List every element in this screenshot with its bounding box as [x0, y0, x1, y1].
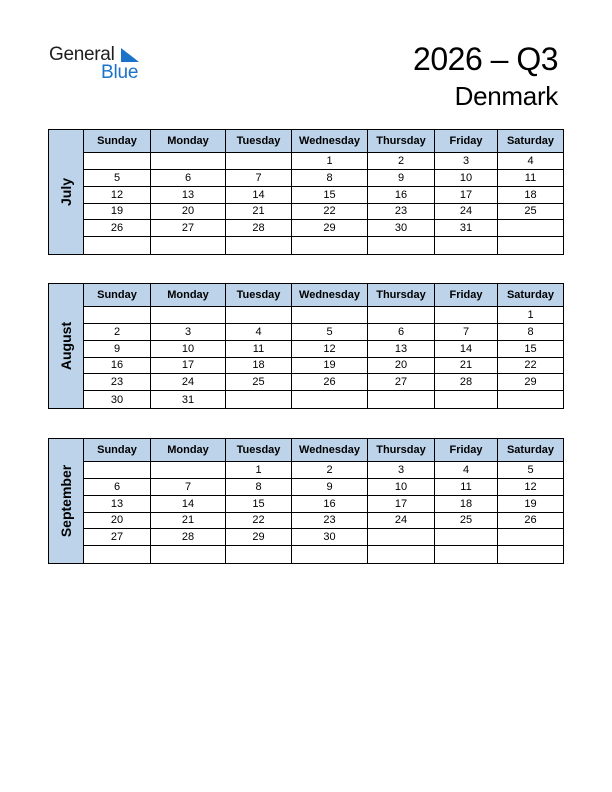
day-cell: 8: [498, 324, 563, 341]
logo-word-general: General: [49, 44, 115, 65]
day-cell: 23: [292, 513, 368, 530]
day-cell: 4: [498, 153, 563, 170]
day-cell: 16: [292, 496, 368, 513]
day-cell: 3: [151, 324, 226, 341]
day-cell: [498, 391, 563, 408]
day-cell: 9: [368, 170, 435, 187]
day-cell: [151, 237, 226, 254]
day-cell: [84, 153, 151, 170]
weekday-header-thursday: Thursday: [368, 439, 435, 462]
day-cell: 25: [498, 204, 563, 221]
day-cell: 30: [292, 529, 368, 546]
day-cell: [292, 546, 368, 563]
day-cell: 14: [151, 496, 226, 513]
day-cell: [226, 153, 292, 170]
day-cell: 7: [435, 324, 498, 341]
page-title: 2026 – Q3: [413, 41, 558, 77]
generalblue-logo: [49, 44, 149, 84]
day-cell: 27: [368, 374, 435, 391]
logo-word-blue: Blue: [101, 62, 139, 83]
weekday-header-monday: Monday: [151, 439, 226, 462]
day-cell: 19: [498, 496, 563, 513]
day-cell: 18: [498, 187, 563, 204]
day-cell: [84, 307, 151, 324]
day-cell: 28: [151, 529, 226, 546]
weekday-header-monday: Monday: [151, 130, 226, 153]
day-cell: 23: [84, 374, 151, 391]
day-cell: [151, 546, 226, 563]
day-cell: 10: [435, 170, 498, 187]
day-cell: 28: [435, 374, 498, 391]
day-cell: [226, 546, 292, 563]
day-cell: 11: [226, 341, 292, 358]
day-cell: 12: [498, 479, 563, 496]
day-cell: 16: [84, 358, 151, 375]
day-cell: 15: [292, 187, 368, 204]
day-cell: 24: [435, 204, 498, 221]
day-cell: 4: [435, 462, 498, 479]
day-cell: 30: [84, 391, 151, 408]
day-cell: 23: [368, 204, 435, 221]
day-cell: 5: [84, 170, 151, 187]
day-cell: 14: [435, 341, 498, 358]
day-cell: 13: [368, 341, 435, 358]
day-cell: 7: [226, 170, 292, 187]
day-cell: [292, 391, 368, 408]
day-cell: 12: [84, 187, 151, 204]
weekday-header-wednesday: Wednesday: [292, 284, 368, 307]
day-cell: 9: [292, 479, 368, 496]
day-cell: 30: [368, 220, 435, 237]
day-cell: 25: [226, 374, 292, 391]
month-calendar-july: [48, 129, 564, 255]
month-label-panel: [49, 284, 84, 408]
day-cell: [435, 237, 498, 254]
day-cell: [226, 307, 292, 324]
month-label-panel: [49, 130, 84, 254]
month-calendar-august: [48, 283, 564, 409]
day-cell: [368, 546, 435, 563]
day-cell: 4: [226, 324, 292, 341]
day-cell: 19: [292, 358, 368, 375]
month-label-panel: [49, 439, 84, 563]
day-cell: 18: [435, 496, 498, 513]
day-cell: 25: [435, 513, 498, 530]
month-name: September: [58, 464, 74, 538]
day-cell: 17: [435, 187, 498, 204]
day-cell: 31: [151, 391, 226, 408]
day-cell: 11: [498, 170, 563, 187]
day-cell: 5: [498, 462, 563, 479]
day-cell: [435, 391, 498, 408]
day-cell: 2: [84, 324, 151, 341]
day-cell: 3: [368, 462, 435, 479]
day-cell: [368, 391, 435, 408]
weekday-header-thursday: Thursday: [368, 130, 435, 153]
day-cell: [368, 237, 435, 254]
day-cell: [84, 237, 151, 254]
day-cell: 13: [151, 187, 226, 204]
day-cell: [226, 391, 292, 408]
month-name: July: [58, 177, 74, 207]
weekday-header-wednesday: Wednesday: [292, 439, 368, 462]
day-cell: [435, 529, 498, 546]
day-cell: 9: [84, 341, 151, 358]
day-cell: 20: [151, 204, 226, 221]
month-name: August: [58, 321, 74, 371]
weekday-header-saturday: Saturday: [498, 284, 563, 307]
day-cell: 22: [226, 513, 292, 530]
day-cell: 1: [292, 153, 368, 170]
day-cell: [368, 307, 435, 324]
day-cell: 20: [84, 513, 151, 530]
day-cell: 2: [292, 462, 368, 479]
day-cell: [498, 220, 563, 237]
day-cell: 10: [368, 479, 435, 496]
day-cell: 6: [368, 324, 435, 341]
day-cell: 18: [226, 358, 292, 375]
day-cell: [498, 237, 563, 254]
month-calendar-september: [48, 438, 564, 564]
day-cell: 26: [84, 220, 151, 237]
day-cell: 17: [368, 496, 435, 513]
day-cell: 17: [151, 358, 226, 375]
day-cell: [151, 307, 226, 324]
weekday-header-sunday: Sunday: [84, 130, 151, 153]
day-cell: 21: [151, 513, 226, 530]
day-cell: 28: [226, 220, 292, 237]
day-cell: 13: [84, 496, 151, 513]
day-cell: [84, 546, 151, 563]
weekday-header-sunday: Sunday: [84, 284, 151, 307]
weekday-header-tuesday: Tuesday: [226, 130, 292, 153]
day-cell: 2: [368, 153, 435, 170]
day-cell: 8: [292, 170, 368, 187]
day-cell: 3: [435, 153, 498, 170]
weekday-header-friday: Friday: [435, 130, 498, 153]
day-cell: [368, 529, 435, 546]
day-cell: 1: [498, 307, 563, 324]
weekday-header-thursday: Thursday: [368, 284, 435, 307]
day-cell: 29: [292, 220, 368, 237]
day-cell: 29: [498, 374, 563, 391]
day-cell: [498, 546, 563, 563]
day-cell: 16: [368, 187, 435, 204]
day-cell: [435, 307, 498, 324]
day-cell: 6: [84, 479, 151, 496]
weekday-header-wednesday: Wednesday: [292, 130, 368, 153]
day-cell: 26: [498, 513, 563, 530]
day-cell: 22: [498, 358, 563, 375]
day-cell: 15: [498, 341, 563, 358]
weekday-header-friday: Friday: [435, 284, 498, 307]
country-name: Denmark: [454, 81, 558, 111]
day-cell: 7: [151, 479, 226, 496]
day-cell: 29: [226, 529, 292, 546]
month-grid: [84, 439, 563, 563]
weekday-header-saturday: Saturday: [498, 130, 563, 153]
day-cell: [292, 237, 368, 254]
day-cell: 5: [292, 324, 368, 341]
day-cell: 10: [151, 341, 226, 358]
day-cell: [435, 546, 498, 563]
day-cell: 12: [292, 341, 368, 358]
day-cell: 15: [226, 496, 292, 513]
day-cell: 21: [226, 204, 292, 221]
day-cell: 22: [292, 204, 368, 221]
month-grid: [84, 130, 563, 254]
day-cell: 24: [151, 374, 226, 391]
weekday-header-friday: Friday: [435, 439, 498, 462]
day-cell: [84, 462, 151, 479]
day-cell: 11: [435, 479, 498, 496]
day-cell: 1: [226, 462, 292, 479]
day-cell: 24: [368, 513, 435, 530]
weekday-header-sunday: Sunday: [84, 439, 151, 462]
day-cell: 14: [226, 187, 292, 204]
day-cell: 20: [368, 358, 435, 375]
day-cell: 21: [435, 358, 498, 375]
day-cell: 8: [226, 479, 292, 496]
weekday-header-tuesday: Tuesday: [226, 284, 292, 307]
day-cell: 6: [151, 170, 226, 187]
day-cell: [498, 529, 563, 546]
weekday-header-tuesday: Tuesday: [226, 439, 292, 462]
day-cell: 31: [435, 220, 498, 237]
day-cell: 26: [292, 374, 368, 391]
day-cell: [292, 307, 368, 324]
day-cell: 27: [84, 529, 151, 546]
day-cell: [226, 237, 292, 254]
day-cell: 27: [151, 220, 226, 237]
weekday-header-saturday: Saturday: [498, 439, 563, 462]
day-cell: [151, 153, 226, 170]
day-cell: [151, 462, 226, 479]
month-grid: [84, 284, 563, 408]
day-cell: 19: [84, 204, 151, 221]
weekday-header-monday: Monday: [151, 284, 226, 307]
